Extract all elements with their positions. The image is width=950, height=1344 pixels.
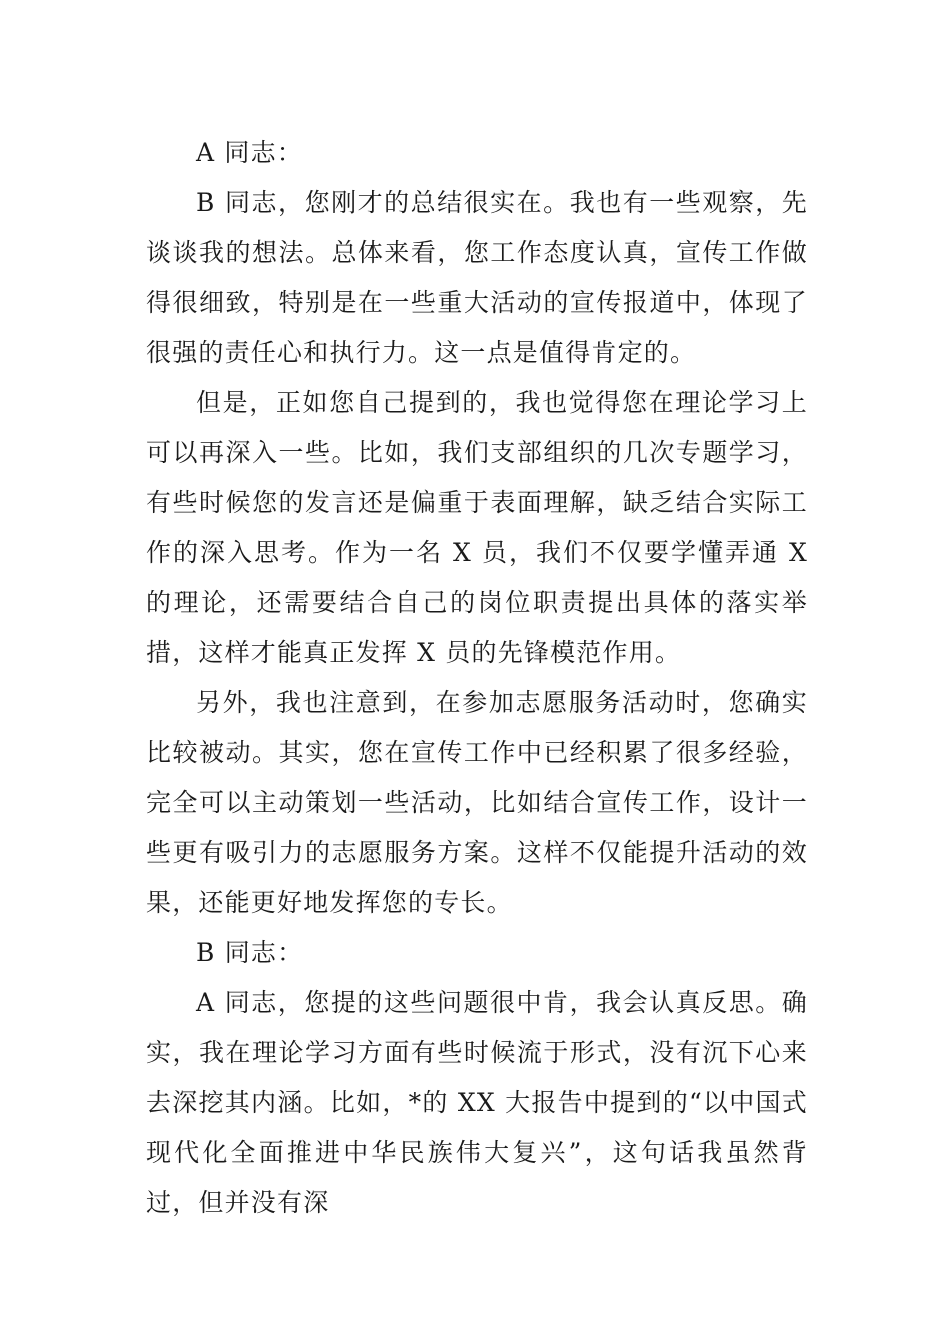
paragraph-4: A 同志，您提的这些问题很中肯，我会认真反思。确实，我在理论学习方面有些时候流于形式，没有沉下心来去深挖其内涵。比如，*的 XX 大报告中提到的“以中国式现代化全面推进中华民族伟大复兴”，这句话我虽然背过，但并没有深 [146,988,808,1217]
document-body [146,128,808,1228]
paragraph-1: B 同志，您刚才的总结很实在。我也有一些观察，先谈谈我的想法。总体来看，您工作态度认真，宣传工作做得很细致，特别是在一些重大活动的宣传报道中，体现了很强的责任心和执行力。这一点是值得肯定的。 [146,188,808,367]
paragraph-3: 另外，我也注意到，在参加志愿服务活动时，您确实比较被动。其实，您在宣传工作中已经积累了很多经验，完全可以主动策划一些活动，比如结合宣传工作，设计一些更有吸引力的志愿服务方案。这样不仅能提升活动的效果，还能更好地发挥您的专长。 [146,688,808,917]
paragraph-2: 但是，正如您自己提到的，我也觉得您在理论学习上可以再深入一些。比如，我们支部组织的几次专题学习，有些时候您的发言还是偏重于表面理解，缺乏结合实际工作的深入思考。作为一名 X 员，我们不仅要学懂弄通 X 的理论，还需要结合自己的岗位职责提出具体的落实举措，这样才能真正发挥 X 员的先锋模范作用。 [146,388,808,667]
speaker-label-a: A 同志： [196,138,304,167]
speaker-label-b: B 同志： [196,938,304,967]
